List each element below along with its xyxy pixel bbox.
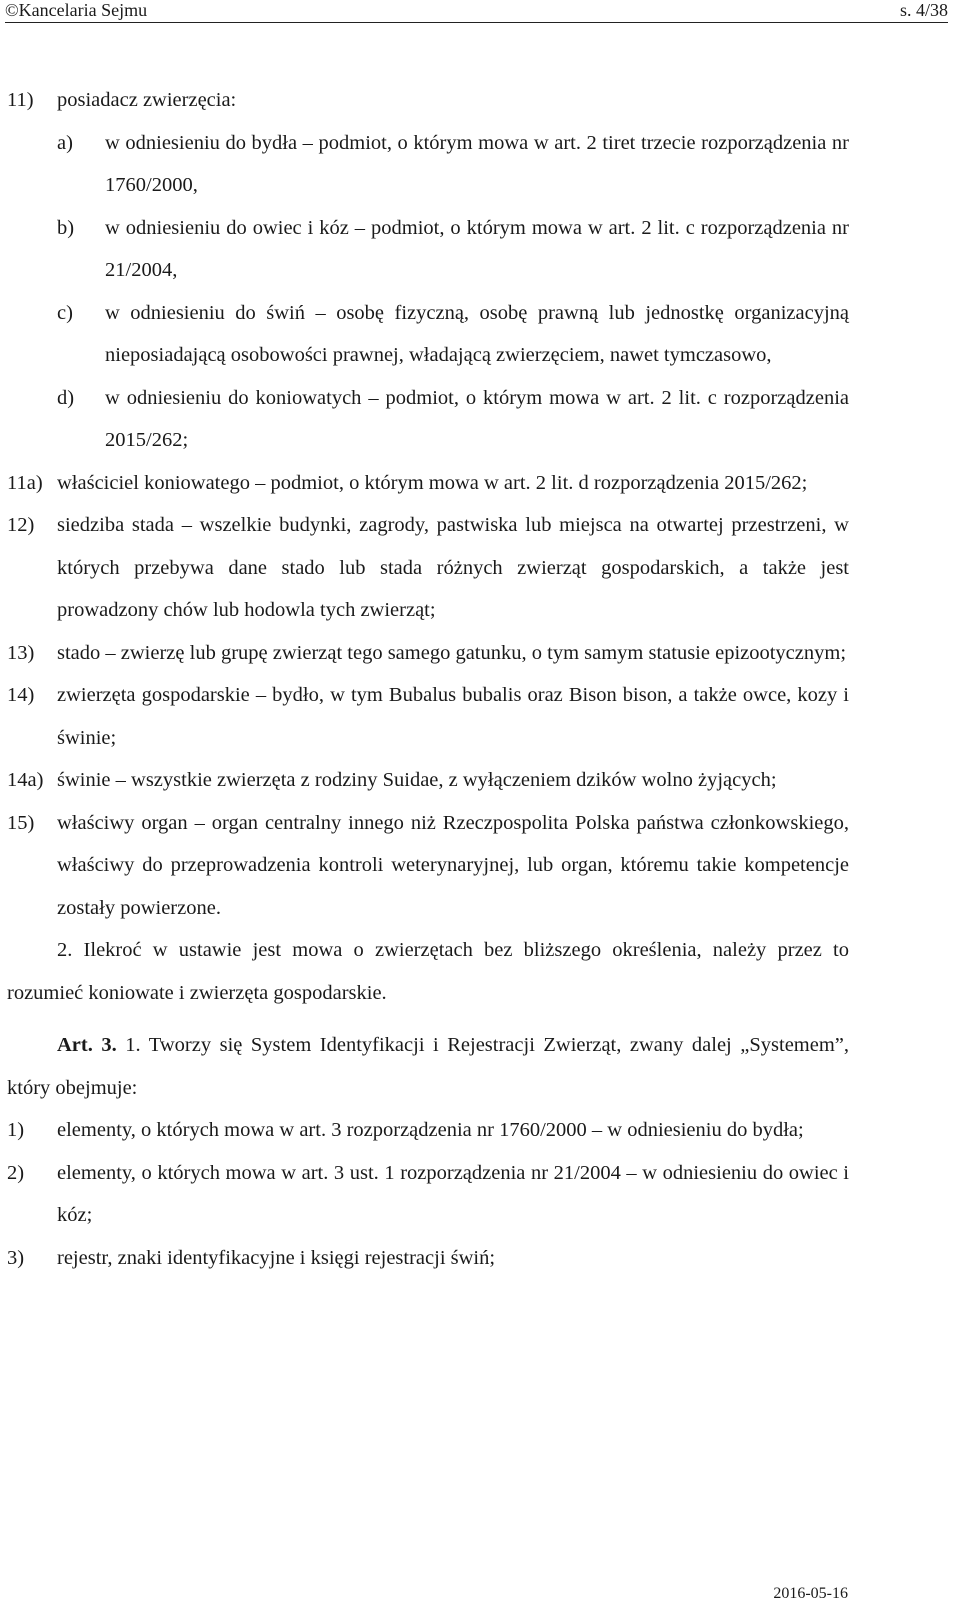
header-publisher: ©Kancelaria Sejmu	[5, 0, 148, 20]
item-letter: d)	[57, 386, 75, 409]
item-text: w odniesieniu do owiec i kóz – podmiot, o którym mowa w art. 2 lit. c rozporządzenia nr 21/2004,	[105, 216, 849, 281]
definition-item-14a	[7, 759, 849, 802]
paragraph-ust-2: 2. Ilekroć w ustawie jest mowa o zwierzętach bez bliższego określenia, należy przez to rozumieć koniowate i zwierzęta gospodarskie.	[7, 939, 849, 1004]
article-label: Art. 3.	[57, 1034, 117, 1056]
item-number: 15)	[7, 811, 35, 834]
item-number: 13)	[7, 641, 35, 664]
item-text: zwierzęta gospodarskie – bydło, w tym Bubalus bubalis oraz Bison bison, a także owce, kozy i świnie;	[57, 684, 849, 749]
item-number: 1)	[7, 1119, 25, 1141]
document-body	[7, 79, 849, 1279]
definition-subitem-a	[7, 122, 849, 207]
article-3-point-1	[7, 1109, 849, 1152]
item-text: rejestr, znaki identyfikacyjne i księgi rejestracji świń;	[57, 1246, 496, 1269]
item-text: elementy, o których mowa w art. 3 ust. 1 rozporządzenia nr 21/2004 – w odniesieniu do owiec i kóz;	[57, 1161, 849, 1226]
item-text: świnie – wszystkie zwierzęta z rodziny Suidae, z wyłączeniem dzików wolno żyjących;	[57, 769, 777, 791]
item-number: 2)	[7, 1161, 25, 1184]
item-text: stado – zwierzę lub grupę zwierząt tego samego gatunku, o tym samym statusie epizootycznym;	[57, 641, 847, 664]
item-number: 14a)	[7, 769, 44, 791]
item-text: w odniesieniu do świń – osobę fizyczną, osobę prawną lub jednostkę organizacyjną nieposiadającą osobowości prawnej, władającą zwierzęciem, nawet tymczasowo,	[105, 301, 849, 366]
item-text: siedziba stada – wszelkie budynki, zagrody, pastwiska lub miejsca na otwartej przestrzeni, w których przebywa dane stado lub stada różnych zwierząt gospodarskich, a także jest prowadzony chów lub hodowla tych zwierząt;	[57, 514, 849, 621]
definition-item-15	[7, 802, 849, 930]
page-footer-date: 2016-05-16	[773, 1585, 848, 1602]
item-number: 12)	[7, 514, 35, 536]
item-letter: b)	[57, 216, 75, 239]
item-text: w odniesieniu do bydła – podmiot, o którym mowa w art. 2 tiret trzecie rozporządzenia nr 1760/2000,	[105, 131, 849, 196]
item-letter: c)	[57, 301, 73, 324]
item-text: posiadacz zwierzęcia:	[57, 89, 237, 111]
item-number: 11a)	[7, 471, 43, 494]
definition-item-11	[7, 79, 849, 122]
article-text: 1. Tworzy się System Identyfikacji i Rejestracji Zwierząt, zwany dalej „Systemem”, który obejmuje:	[7, 1034, 850, 1099]
item-text: właściciel koniowatego – podmiot, o którym mowa w art. 2 lit. d rozporządzenia 2015/262;	[57, 471, 808, 494]
definition-subitem-b	[7, 207, 849, 292]
definition-item-12	[7, 504, 849, 632]
header-page-number: s. 4/38	[899, 0, 948, 20]
definition-item-14	[7, 674, 849, 759]
item-number: 3)	[7, 1246, 25, 1269]
page-header	[5, 0, 948, 24]
item-number: 11)	[7, 89, 34, 111]
definition-subitem-d	[7, 377, 849, 462]
item-text: w odniesieniu do koniowatych – podmiot, o którym mowa w art. 2 lit. c rozporządzenia 2015/262;	[105, 386, 849, 451]
definition-item-11a	[7, 462, 849, 505]
definition-item-13	[7, 632, 849, 675]
item-text: elementy, o których mowa w art. 3 rozporządzenia nr 1760/2000 – w odniesieniu do bydła;	[57, 1119, 804, 1141]
article-3-paragraph-1	[7, 1024, 849, 1109]
item-text: właściwy organ – organ centralny innego niż Rzeczpospolita Polska państwa członkowskiego, właściwy do przeprowadzenia kontroli weterynaryjnej, lub organ, któremu takie kompetencje zostały powierzone.	[57, 811, 849, 919]
item-letter: a)	[57, 131, 73, 154]
item-number: 14)	[7, 684, 35, 706]
article-3-point-3	[7, 1237, 849, 1280]
article-3-point-2	[7, 1152, 849, 1237]
header-rule	[5, 22, 948, 23]
definition-subitem-c	[7, 292, 849, 377]
